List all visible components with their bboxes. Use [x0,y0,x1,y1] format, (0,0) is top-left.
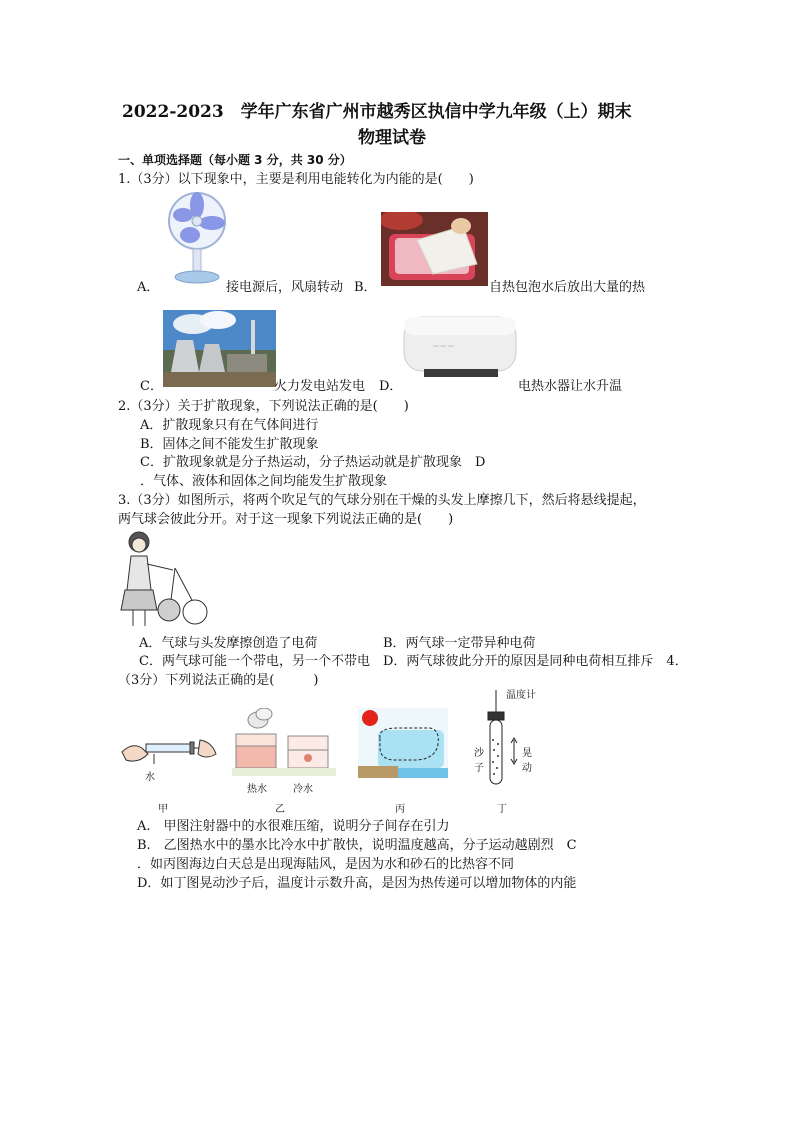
water-heater-image [402,313,518,385]
figure-label-jia: 甲 [158,804,168,815]
q1-option-b-label: B． [354,280,377,295]
label-cold-water: 冷水 [293,784,313,795]
title-line1: 2022-2023 学年广东省广州市越秀区执信中学九年级（上）期末 [122,102,632,122]
fan-image [165,187,227,287]
figure-label-yi: 乙 [275,804,285,815]
q4-option-c: ．如丙图海边白天总是出现海陆风，是因为水和砂石的比热容不同 [137,857,515,872]
figure-label-bing: 丙 [395,804,405,815]
q2-stem: 2.（3分）关于扩散现象，下列说法正确的是( ) [118,399,409,414]
label-sand-2: 子 [474,763,484,774]
label-shake-1: 晃 [522,748,532,759]
figure-label-ding: 丁 [497,804,507,815]
q4-option-b: B. 乙图热水中的墨水比冷水中扩散快，说明温度越高，分子运动越剧烈 C [137,838,577,853]
section-heading: 一、单项选择题（每小题 3 分，共 30 分） [118,153,352,167]
q2-option-c: C．扩散现象就是分子热运动，分子热运动就是扩散现象 D [140,455,486,470]
label-sand-1: 沙 [474,748,484,759]
label-thermometer: 温度计 [506,690,536,701]
label-water: 水 [145,772,155,783]
q1-stem: 1.（3分）以下现象中，主要是利用电能转化为内能的是( ) [118,172,474,187]
q3-option-d: D．两气球彼此分开的原因是同种电荷相互排斥 4． [383,654,688,669]
q3-option-c: C．两气球可能一个带电，另一个不带电 [139,654,370,669]
q4-stem: （3分）下列说法正确的是( ) [118,673,319,688]
q2-option-b: B．固体之间不能发生扩散现象 [140,437,319,452]
q1-option-c-label: C． [140,379,163,394]
q4-option-a: A. 甲图注射器中的水很难压缩，说明分子间存在引力 [137,819,450,834]
q2-option-d: ．气体、液体和固体之间均能发生扩散现象 [140,474,388,489]
q3-stem-line1: 3.（3分）如图所示，将两个吹足气的气球分别在干燥的头发上摩擦几下，然后将悬线提起， [118,493,646,508]
q1-option-d-text: 电热水器让水升温 [518,379,623,394]
label-shake-2: 动 [522,763,532,774]
label-hot-water: 热水 [247,784,267,795]
q2-option-a: A．扩散现象只有在气体间进行 [140,418,319,433]
q1-option-b-text: 自热包泡水后放出大量的热 [489,280,646,295]
q3-option-a: A．气球与头发摩擦创造了电荷 [139,636,318,651]
svg-text:~~~: ~~~ [432,342,455,352]
title-line2: 物理试卷 [358,128,426,148]
q1-option-c-text: 火力发电站发电 [274,379,366,394]
q1-option-d-label: D． [379,379,403,394]
q1-option-a-text: 接电源后，风扇转动 [226,280,344,295]
thermometer-sand-figure [482,690,522,790]
q1-option-a-label: A． [137,280,160,295]
girl-balloons-illustration [117,526,215,630]
q4-option-d: D．如丁图晃动沙子后，温度计示数升高，是因为热传递可以增加物体的内能 [137,876,577,891]
heat-pack-image [381,212,488,286]
sea-land-breeze-figure [358,708,448,778]
beakers-figure [232,708,336,778]
power-plant-image [163,310,276,387]
syringe-figure [120,730,218,790]
q3-stem-line2: 两气球会彼此分开。对于这一现象下列说法正确的是( ) [118,512,454,527]
q3-option-b: B．两气球一定带异种电荷 [383,636,536,651]
